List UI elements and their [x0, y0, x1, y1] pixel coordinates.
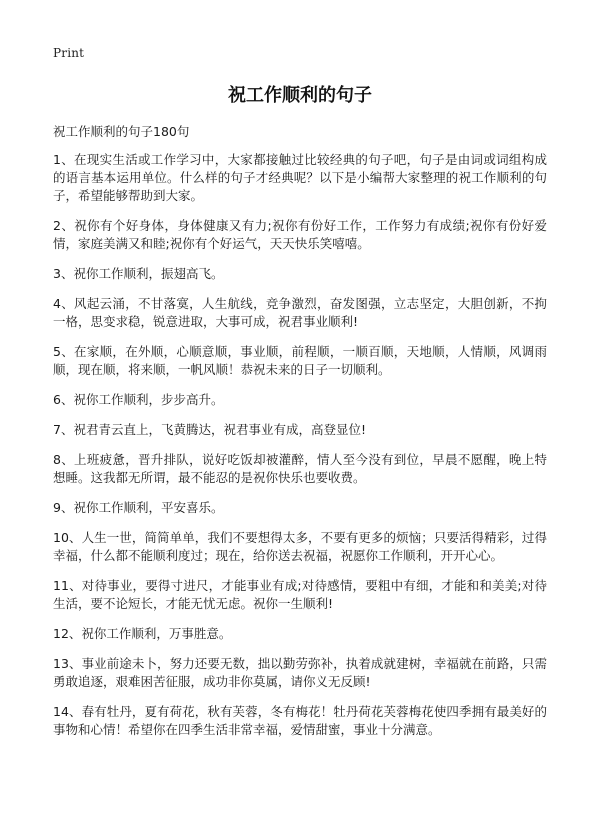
paragraph-4: 4、风起云涌，不甘落寞，人生航线，竞争激烈，奋发图强，立志坚定，大胆创新，不拘一格，思变求稳，锐意进取，大事可成，祝君事业顺利!	[53, 296, 547, 329]
paragraph-3: 3、祝你工作顺利，振翅高飞。	[53, 266, 224, 281]
paragraph-6: 6、祝你工作顺利，步步高升。	[53, 392, 224, 407]
paragraph-2: 2、祝你有个好身体，身体健康又有力;祝你有份好工作，工作努力有成绩;祝你有份好爱情，家庭美满又和睦;祝你有个好运气，天天快乐笑嘻嘻。	[53, 218, 547, 251]
paragraph-9: 9、祝你工作顺利，平安喜乐。	[53, 500, 224, 515]
paragraph-12: 12、祝你工作顺利，万事胜意。	[53, 626, 232, 641]
paragraph-14: 14、春有牡丹，夏有荷花，秋有芙蓉，冬有梅花！牡丹荷花芙蓉梅花使四季拥有最美好的事物和心情！希望你在四季生活非常幸福，爱情甜蜜，事业十分满意。	[53, 704, 547, 737]
paragraph-7: 7、祝君青云直上，飞黄腾达，祝君事业有成，高登显位!	[53, 422, 366, 437]
print-link[interactable]: Print	[53, 46, 85, 60]
paragraph-11: 11、对待事业，要得寸进尺，才能事业有成;对待感情，要粗中有细，才能和和美美;对待生活，要不论短长，才能无忧无虑。祝你一生顺利!	[53, 578, 547, 611]
paragraph-10: 10、人生一世，简简单单，我们不要想得太多，不要有更多的烦恼；只要活得精彩，过得幸福，什么都不能顺利度过；现在，给你送去祝福，祝愿你工作顺利，开开心心。	[53, 530, 547, 563]
paragraph-1: 1、在现实生活或工作学习中，大家都接触过比较经典的句子吧，句子是由词或词组构成的语言基本运用单位。什么样的句子才经典呢？以下是小编帮大家整理的祝工作顺利的句子，希望能够帮助到大家。	[53, 152, 547, 203]
content-body	[53, 151, 547, 751]
page-title: 祝工作顺利的句子	[228, 85, 372, 106]
document-subtitle: 祝工作顺利的句子180句	[53, 124, 190, 139]
paragraph-8: 8、上班疲惫，晋升排队，说好吃饭却被灌醉，情人至今没有到位，早晨不愿醒，晚上特想睡。这我都无所谓，最不能忍的是祝你快乐也要收费。	[53, 452, 547, 485]
paragraph-13: 13、事业前途未卜，努力还要无数，拙以勤劳弥补，执着成就建树，幸福就在前路，只需勇敢追逐，艰难困苦征服，成功非你莫属，请你义无反顾!	[53, 656, 547, 689]
paragraph-5: 5、在家顺，在外顺，心顺意顺，事业顺，前程顺，一顺百顺，天地顺，人情顺，风调雨顺，现在顺，将来顺，一帆风顺！恭祝未来的日子一切顺利。	[53, 344, 547, 377]
